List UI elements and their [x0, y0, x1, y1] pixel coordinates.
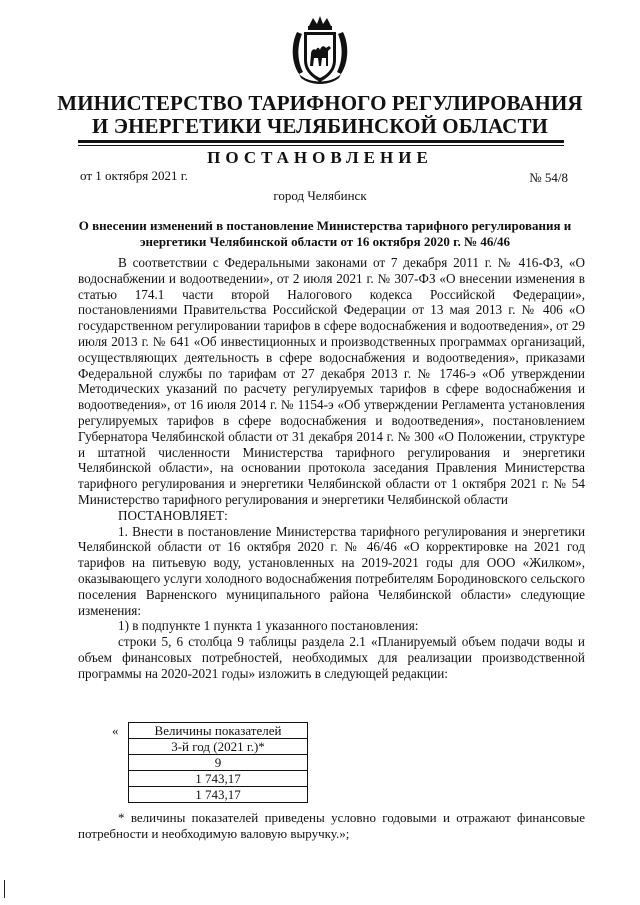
document-date: от 1 октября 2021 г.	[80, 168, 188, 183]
table-cell: 3-й год (2021 г.)*	[129, 739, 308, 755]
footnote-text: * величины показателей приведены условно годовыми и отражают финансовые потребности и необходимую валовую выручку.»;	[78, 810, 585, 841]
ministry-name	[0, 92, 640, 138]
values-table	[128, 722, 308, 803]
table-row	[129, 723, 308, 739]
table-open-quote: «	[112, 723, 119, 738]
document-number: № 54/8	[529, 170, 568, 185]
table-row	[129, 787, 308, 803]
table-cell: 1 743,17	[129, 771, 308, 787]
table-row	[129, 755, 308, 771]
scan-edge-mark	[4, 880, 5, 898]
table-cell: 1 743,17	[129, 787, 308, 803]
body-paragraph-rows: строки 5, 6 столбца 9 таблицы раздела 2.1 «Планируемый объем подачи воды и объем финансовых потребностей, необходимых для реализации производственной программы на 2020-2021 годы» изложить в следующей редакции:	[78, 634, 585, 681]
table-footnote	[78, 810, 585, 842]
table-row	[129, 771, 308, 787]
ministry-name-line2: И ЭНЕРГЕТИКИ ЧЕЛЯБИНСКОЙ ОБЛАСТИ	[92, 114, 548, 138]
body-resolves: ПОСТАНОВЛЯЕТ:	[118, 507, 228, 523]
table-cell: 9	[129, 755, 308, 771]
table-row	[129, 739, 308, 755]
body-paragraph-preamble: В соответствии с Федеральными законами от 7 декабря 2011 г. № 416-ФЗ, «О водоснабжении и водоотведении», от 2 июля 2021 г. № 307-ФЗ «О внесении изменения в статью 174.1 части второй Налогового кодекса Российской Федерации», постановлениями Правительства Российской Федерации от 13 мая 2013 г. № 406 «О государственном регулировании тарифов в сфере водоснабжения и водоотведения», от 29 июля 2013 г. № 641 «Об инвестиционных и производственных программах организаций, осуществляющих деятельность в сфере водоснабжения и водоотведения», приказами Федеральной службы по тарифам от 27 декабря 2013 г. № 1746-э «Об утверждении Методических указаний по расчету регулируемых тарифов в сфере водоснабжения и водоотведения», от 16 июля 2014 г. № 1154-э «Об утверждении Регламента установления регулируемых тарифов в сфере водоснабжения и водоотведения», постановлением Губернатора Челябинской области от 31 декабря 2014 г. № 300 «О Положении, структуре и штатной численности Министерства тарифного регулирования и энергетики Челябинской области», на основании протокола заседания Правления Министерства тарифного регулирования и энергетики Челябинской области от 1 октября 2021 г. № 54 Министерство тарифного регулирования и энергетики Челябинской области	[78, 255, 585, 507]
header-divider-thick	[78, 140, 564, 143]
body-paragraph-subitem: 1) в подпункте 1 пункта 1 указанного постановления:	[118, 618, 419, 634]
document-city: город Челябинск	[273, 188, 367, 203]
ministry-name-line1: МИНИСТЕРСТВО ТАРИФНОГО РЕГУЛИРОВАНИЯ	[57, 91, 583, 115]
body-paragraph-item1: 1. Внести в постановление Министерства тарифного регулирования и энергетики Челябинской области от 16 октября 2020 г. № 46/46 «О корректировке на 2021 год тарифов на питьевую воду, установленных на 2019-2021 годы для ООО «Жилком», оказывающего услуги холодного водоснабжения потребителям Бородиновского сельского поселения Варненского муниципального района Челябинской области» следующие изменения:	[78, 523, 585, 618]
table-header-cell: Величины показателей	[129, 723, 308, 739]
document-subject: О внесении изменений в постановление Министерства тарифного регулирования и энергетики Челябинской области от 16 октября 2020 г. № 46/46	[78, 218, 572, 249]
document-type: ПОСТАНОВЛЕНИЕ	[207, 148, 433, 167]
coat-of-arms-icon	[289, 14, 351, 86]
document-body	[78, 255, 585, 682]
